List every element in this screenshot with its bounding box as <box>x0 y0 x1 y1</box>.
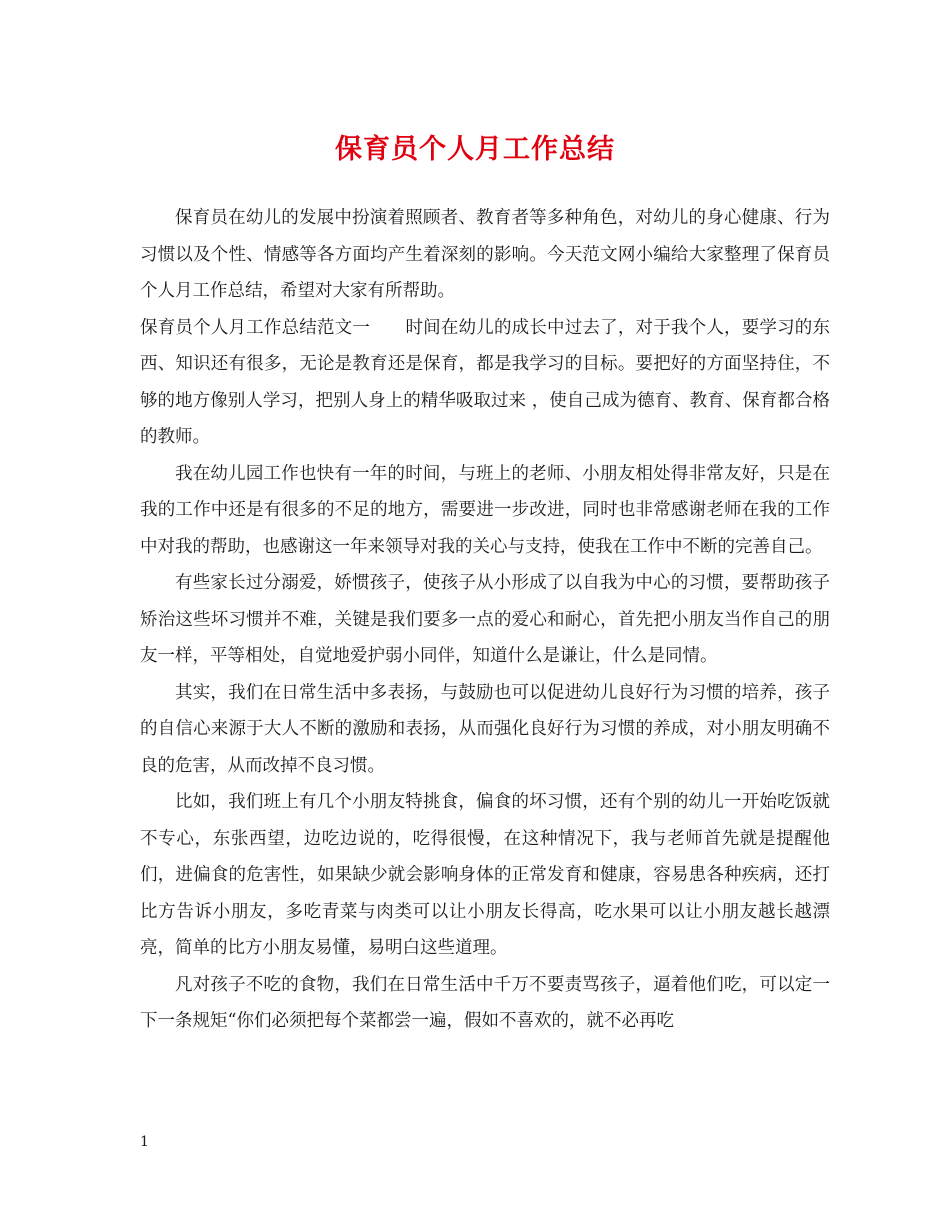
paragraph-food-rule: 凡对孩子不吃的食物，我们在日常生活中千万不要责骂孩子，逼着他们吃，可以定一下一条规矩“你们必须把每个菜都尝一遍，假如不喜欢的，就不必再吃 <box>140 974 830 1031</box>
paragraph-parents: 有些家长过分溺爱，娇惯孩子，使孩子从小形成了以自我为中心的习惯，要帮助孩子矫治这些坏习惯并不难，关键是我们要多一点的爱心和耐心，首先把小朋友当作自己的朋友一样，平等相处，自觉地爱护弱小同伴，知道什么是谦让，什么是同情。 <box>140 573 830 666</box>
paragraph-intro: 保育员在幼儿的发展中扮演着照顾者、教育者等多种角色，对幼儿的身心健康、行为习惯以及个性、情感等各方面均产生着深刻的影响。今天范文网小编给大家整理了保育员个人月工作总结，希望对大家有所帮助。 <box>140 208 830 301</box>
paragraph-sample-one: 保育员个人月工作总结范文一 时间在幼儿的成长中过去了，对于我个人，要学习的东西、知识还有很多，无论是教育还是保育，都是我学习的目标。要把好的方面坚持住，不够的地方像别人学习，把别人身上的精华吸取过来 ，使自己成为德育、教育、保育都合格的教师。 <box>140 317 830 447</box>
paragraph-work-year: 我在幼儿园工作也快有一年的时间，与班上的老师、小朋友相处得非常友好，只是在我的工作中还是有很多的不足的地方，需要进一步改进，同时也非常感谢老师在我的工作中对我的帮助，也感谢这一年来领导对我的关心与支持，使我在工作中不断的完善自己。 <box>140 463 830 557</box>
document-title: 保育员个人月工作总结 <box>335 134 615 165</box>
document-body <box>140 200 830 1040</box>
paragraph-picky-eating: 比如，我们班上有几个小朋友特挑食，偏食的坏习惯，还有个别的幼儿一开始吃饭就不专心，东张西望，边吃边说的，吃得很慢，在这种情况下，我与老师首先就是提醒他们，进偏食的危害性，如果缺少就会影响身体的正常发育和健康，容易患各种疾病，还打比方告诉小朋友，多吃青菜与肉类可以让小朋友长得高，吃水果可以让小朋友越长越漂亮，简单的比方小朋友易懂，易明白这些道理。 <box>140 792 830 958</box>
paragraph-praise: 其实，我们在日常生活中多表扬，与鼓励也可以促进幼儿良好行为习惯的培养，孩子的自信心来源于大人不断的激励和表扬，从而强化良好行为习惯的养成，对小朋友明确不良的危害，从而改掉不良习惯。 <box>140 682 830 776</box>
page-number: 1 <box>140 1134 149 1150</box>
